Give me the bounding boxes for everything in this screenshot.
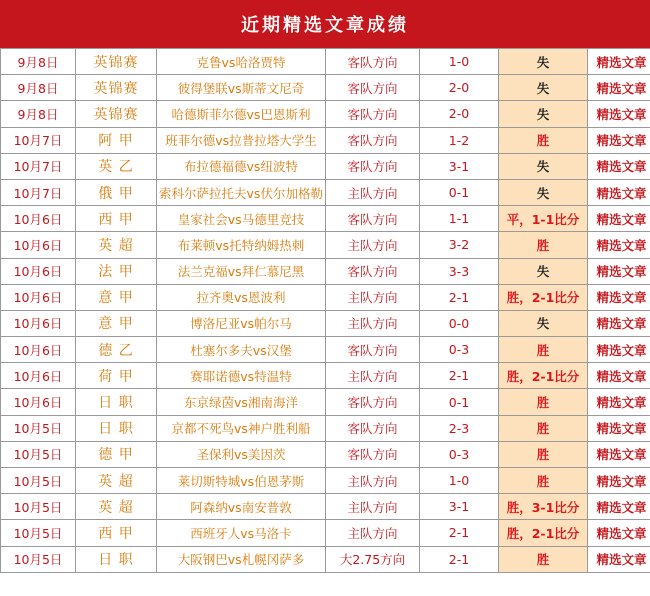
row-match: 莱切斯特城vs伯恩茅斯 xyxy=(157,468,326,494)
row-score: 2-0 xyxy=(420,101,499,127)
row-date: 9月8日 xyxy=(1,101,76,127)
row-match: 博洛尼亚vs帕尔马 xyxy=(157,310,326,336)
row-date: 9月8日 xyxy=(1,49,76,75)
row-article-link[interactable]: 精选文章 xyxy=(588,310,650,336)
row-date: 9月8日 xyxy=(1,75,76,101)
row-result: 胜 xyxy=(499,232,588,258)
table-row xyxy=(1,101,650,127)
row-result: 胜 xyxy=(499,127,588,153)
table-row xyxy=(1,546,650,572)
row-date: 10月6日 xyxy=(1,389,76,415)
row-direction: 客队方向 xyxy=(326,206,420,232)
row-article-link[interactable]: 精选文章 xyxy=(588,546,650,572)
row-date: 10月7日 xyxy=(1,179,76,205)
row-direction: 客队方向 xyxy=(326,127,420,153)
row-result: 失 xyxy=(499,75,588,101)
row-article-link[interactable]: 精选文章 xyxy=(588,441,650,467)
row-date: 10月6日 xyxy=(1,206,76,232)
row-date: 10月6日 xyxy=(1,258,76,284)
row-match: 彼得堡联vs斯蒂文尼奇 xyxy=(157,75,326,101)
row-result: 胜 xyxy=(499,415,588,441)
row-score: 0-1 xyxy=(420,389,499,415)
row-direction: 主队方向 xyxy=(326,310,420,336)
row-score: 2-1 xyxy=(420,363,499,389)
row-score: 2-1 xyxy=(420,546,499,572)
row-score: 2-1 xyxy=(420,284,499,310)
row-result: 失 xyxy=(499,179,588,205)
row-direction: 主队方向 xyxy=(326,363,420,389)
row-article-link[interactable]: 精选文章 xyxy=(588,389,650,415)
row-result: 胜 xyxy=(499,441,588,467)
row-match: 西班牙人vs马洛卡 xyxy=(157,520,326,546)
row-date: 10月5日 xyxy=(1,468,76,494)
row-score: 0-1 xyxy=(420,179,499,205)
row-score: 2-3 xyxy=(420,415,499,441)
row-league: 德 乙 xyxy=(76,337,157,363)
row-league: 英锦赛 xyxy=(76,75,157,101)
row-league: 英锦赛 xyxy=(76,101,157,127)
row-date: 10月6日 xyxy=(1,232,76,258)
table-row xyxy=(1,468,650,494)
row-score: 3-3 xyxy=(420,258,499,284)
row-direction: 客队方向 xyxy=(326,153,420,179)
row-direction: 客队方向 xyxy=(326,389,420,415)
row-direction: 主队方向 xyxy=(326,232,420,258)
row-article-link[interactable]: 精选文章 xyxy=(588,232,650,258)
row-league: 英锦赛 xyxy=(76,49,157,75)
row-league: 阿 甲 xyxy=(76,127,157,153)
row-match: 圣保利vs美因茨 xyxy=(157,441,326,467)
row-direction: 客队方向 xyxy=(326,75,420,101)
row-article-link[interactable]: 精选文章 xyxy=(588,258,650,284)
row-date: 10月6日 xyxy=(1,363,76,389)
row-match: 克鲁vs哈洛贾特 xyxy=(157,49,326,75)
page-title: 近期精选文章成绩 xyxy=(0,0,650,49)
row-match: 阿森纳vs南安普敦 xyxy=(157,494,326,520)
row-result: 胜 xyxy=(499,389,588,415)
table-row xyxy=(1,494,650,520)
row-league: 俄 甲 xyxy=(76,179,157,205)
row-date: 10月5日 xyxy=(1,415,76,441)
row-result: 胜，2-1比分 xyxy=(499,520,588,546)
row-direction: 主队方向 xyxy=(326,284,420,310)
row-result: 平，1-1比分 xyxy=(499,206,588,232)
row-league: 英 乙 xyxy=(76,153,157,179)
table-row xyxy=(1,415,650,441)
row-result: 胜，2-1比分 xyxy=(499,284,588,310)
row-result: 胜，3-1比分 xyxy=(499,494,588,520)
row-match: 哈德斯菲尔德vs巴恩斯利 xyxy=(157,101,326,127)
row-league: 西 甲 xyxy=(76,520,157,546)
row-result: 胜 xyxy=(499,546,588,572)
row-result: 失 xyxy=(499,258,588,284)
row-direction: 客队方向 xyxy=(326,49,420,75)
row-result: 失 xyxy=(499,153,588,179)
row-league: 西 甲 xyxy=(76,206,157,232)
row-score: 1-2 xyxy=(420,127,499,153)
row-league: 德 甲 xyxy=(76,441,157,467)
row-score: 2-0 xyxy=(420,75,499,101)
row-date: 10月5日 xyxy=(1,494,76,520)
row-score: 3-1 xyxy=(420,494,499,520)
row-direction: 主队方向 xyxy=(326,494,420,520)
row-league: 日 职 xyxy=(76,389,157,415)
row-match: 赛耶诺德vs特温特 xyxy=(157,363,326,389)
row-match: 法兰克福vs拜仁慕尼黑 xyxy=(157,258,326,284)
row-result: 胜 xyxy=(499,337,588,363)
row-article-link[interactable]: 精选文章 xyxy=(588,179,650,205)
row-league: 日 职 xyxy=(76,415,157,441)
table-row xyxy=(1,363,650,389)
row-league: 日 职 xyxy=(76,546,157,572)
row-score: 1-0 xyxy=(420,49,499,75)
row-article-link[interactable]: 精选文章 xyxy=(588,415,650,441)
row-match: 大阪钢巴vs札幌冈萨多 xyxy=(157,546,326,572)
row-direction: 主队方向 xyxy=(326,468,420,494)
row-score: 2-1 xyxy=(420,520,499,546)
row-direction: 主队方向 xyxy=(326,520,420,546)
row-article-link[interactable]: 精选文章 xyxy=(588,337,650,363)
row-date: 10月6日 xyxy=(1,284,76,310)
table-row xyxy=(1,441,650,467)
row-score: 1-1 xyxy=(420,206,499,232)
row-article-link[interactable]: 精选文章 xyxy=(588,75,650,101)
row-direction: 大2.75方向 xyxy=(326,546,420,572)
row-match: 京都不死鸟vs神户胜利船 xyxy=(157,415,326,441)
row-direction: 客队方向 xyxy=(326,441,420,467)
row-score: 0-0 xyxy=(420,310,499,336)
row-score: 3-2 xyxy=(420,232,499,258)
table-row xyxy=(1,75,650,101)
row-league: 法 甲 xyxy=(76,258,157,284)
row-score: 0-3 xyxy=(420,441,499,467)
row-score: 0-3 xyxy=(420,337,499,363)
table-row xyxy=(1,520,650,546)
row-league: 荷 甲 xyxy=(76,363,157,389)
row-direction: 客队方向 xyxy=(326,337,420,363)
row-article-link[interactable]: 精选文章 xyxy=(588,101,650,127)
row-result: 胜，2-1比分 xyxy=(499,363,588,389)
table-row xyxy=(1,258,650,284)
row-league: 意 甲 xyxy=(76,284,157,310)
row-result: 胜 xyxy=(499,468,588,494)
row-date: 10月6日 xyxy=(1,310,76,336)
row-result: 失 xyxy=(499,310,588,336)
row-article-link[interactable]: 精选文章 xyxy=(588,520,650,546)
row-league: 英 超 xyxy=(76,232,157,258)
row-date: 10月6日 xyxy=(1,337,76,363)
row-match: 杜塞尔多夫vs汉堡 xyxy=(157,337,326,363)
row-date: 10月5日 xyxy=(1,441,76,467)
row-result: 失 xyxy=(499,101,588,127)
row-league: 意 甲 xyxy=(76,310,157,336)
row-article-link[interactable]: 精选文章 xyxy=(588,127,650,153)
row-date: 10月5日 xyxy=(1,546,76,572)
row-result: 失 xyxy=(499,49,588,75)
row-match: 索科尔萨拉托夫vs伏尔加格勒 xyxy=(157,179,326,205)
row-date: 10月7日 xyxy=(1,153,76,179)
row-article-link[interactable]: 精选文章 xyxy=(588,363,650,389)
row-match: 布拉德福德vs纽波特 xyxy=(157,153,326,179)
row-direction: 客队方向 xyxy=(326,101,420,127)
row-score: 1-0 xyxy=(420,468,499,494)
row-match: 东京绿茵vs湘南海洋 xyxy=(157,389,326,415)
table-row xyxy=(1,337,650,363)
table-row xyxy=(1,284,650,310)
table-row xyxy=(1,310,650,336)
row-match: 拉齐奥vs恩波利 xyxy=(157,284,326,310)
row-article-link[interactable]: 精选文章 xyxy=(588,494,650,520)
table-row xyxy=(1,206,650,232)
row-date: 10月5日 xyxy=(1,520,76,546)
row-article-link[interactable]: 精选文章 xyxy=(588,468,650,494)
row-direction: 客队方向 xyxy=(326,415,420,441)
table-row xyxy=(1,153,650,179)
row-date: 10月7日 xyxy=(1,127,76,153)
table-row xyxy=(1,232,650,258)
row-article-link[interactable]: 精选文章 xyxy=(588,49,650,75)
row-score: 3-1 xyxy=(420,153,499,179)
row-direction: 客队方向 xyxy=(326,258,420,284)
results-table xyxy=(0,48,650,573)
table-row xyxy=(1,127,650,153)
row-article-link[interactable]: 精选文章 xyxy=(588,153,650,179)
results-table-body xyxy=(1,49,650,573)
row-league: 英 超 xyxy=(76,494,157,520)
row-article-link[interactable]: 精选文章 xyxy=(588,206,650,232)
table-row xyxy=(1,179,650,205)
row-league: 英 超 xyxy=(76,468,157,494)
row-match: 布莱顿vs托特纳姆热刺 xyxy=(157,232,326,258)
table-row xyxy=(1,49,650,75)
row-match: 皇家社会vs马德里竞技 xyxy=(157,206,326,232)
row-match: 班菲尔德vs拉普拉塔大学生 xyxy=(157,127,326,153)
table-row xyxy=(1,389,650,415)
row-direction: 主队方向 xyxy=(326,179,420,205)
row-article-link[interactable]: 精选文章 xyxy=(588,284,650,310)
